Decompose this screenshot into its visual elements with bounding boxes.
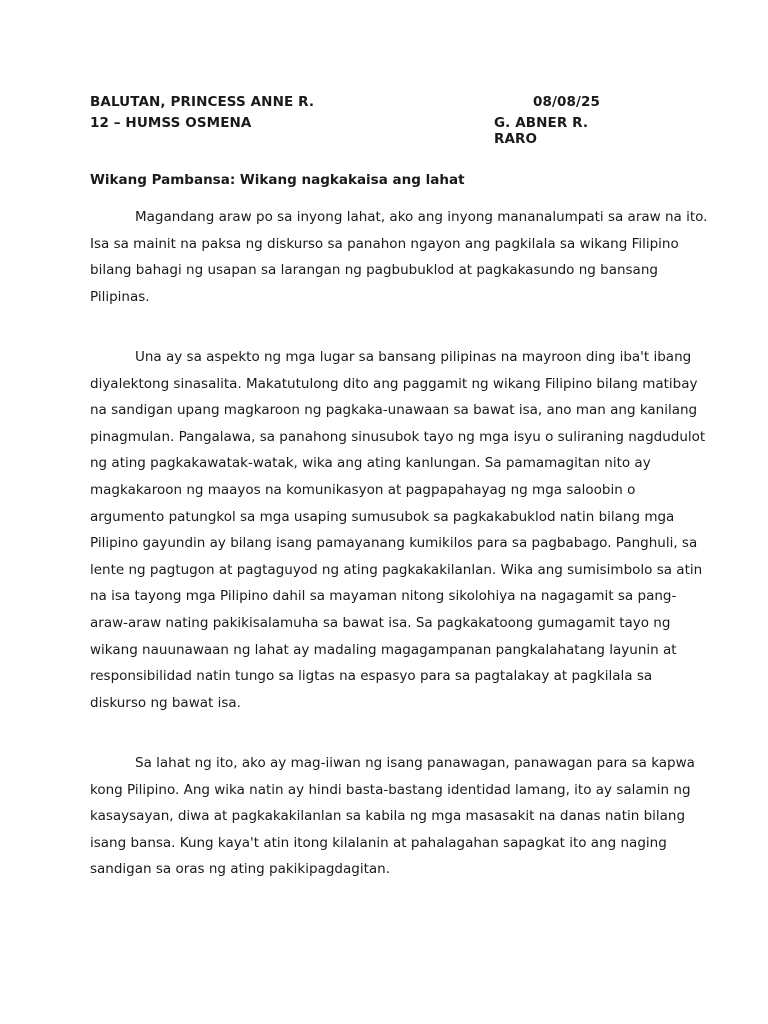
- paragraph-line: wikang nauunawaan ng lahat ay madaling magagampanan pangkalahatang layunin at: [90, 641, 677, 658]
- paragraph-line: isang bansa. Kung kaya't atin itong kilalanin at pahalagahan sapagkat ito ang naging: [90, 834, 667, 851]
- paragraph-3: [90, 750, 695, 883]
- paragraph-line: na isa tayong mga Pilipino dahil sa mayaman nitong sikolohiya na nagagamit sa pang-: [90, 588, 677, 605]
- paragraph-line: na sandigan upang magkaroon ng pagkaka-unawaan sa bawat isa, ano man ang kanilang: [90, 402, 698, 419]
- paragraph-line: Isa sa mainit na paksa ng diskurso sa panahon ngayon ang pagkilala sa wikang Filipino: [90, 235, 679, 252]
- paragraph-line: diskurso ng bawat isa.: [90, 694, 241, 711]
- paragraph-line: Una ay sa aspekto ng mga lugar sa bansang pilipinas na mayroon ding iba't ibang: [135, 349, 692, 365]
- paragraph-line: pinagmulan. Pangalawa, sa panahong sinusubok tayo ng mga isyu o suliraning nagdudulot: [90, 428, 706, 445]
- paragraph-2: [90, 344, 706, 716]
- paragraph-line: lente ng pagtugon at pagtaguyod ng ating pagkakakilanlan. Wika ang sumisimbolo sa atin: [90, 561, 703, 578]
- paragraph-line: responsibilidad natin tungo sa ligtas na espasyo para sa pagtalakay at pagkilala sa: [90, 668, 653, 685]
- date: 08/08/25: [533, 94, 601, 110]
- speech-title: Wikang Pambansa: Wikang nagkakaisa ang lahat: [90, 172, 465, 188]
- paragraph-line: Pilipinas.: [90, 288, 150, 305]
- paragraph-line: kasaysayan, diwa at pagkakakilanlan sa kabila ng mga masasakit na danas natin bilang: [90, 808, 686, 825]
- teacher-name: G. ABNER R. RARO: [494, 115, 589, 147]
- paragraph-line: Pilipino gayundin ay bilang isang pamayanang kumikilos para sa pagbabago. Panghuli, sa: [90, 535, 698, 552]
- section: 12 – HUMSS OSMENA: [90, 115, 252, 131]
- paragraph-1: [90, 204, 708, 310]
- paragraph-line: magkakaroon ng maayos na komunikasyon at pagpapahayag ng mga saloobin o: [90, 481, 636, 498]
- paragraph-line: ng ating pagkakawatak-watak, wika ang ating kanlungan. Sa pamamagitan nito ay: [90, 455, 651, 472]
- student-name: BALUTAN, PRINCESS ANNE R.: [90, 94, 315, 110]
- paragraph-line: argumento patungkol sa mga usaping sumusubok sa pagkakabuklod natin bilang mga: [90, 508, 675, 525]
- paragraph-line: bilang bahagi ng usapan sa larangan ng pagbubuklod at pagkakasundo ng bansang: [90, 262, 658, 279]
- paragraph-line: Sa lahat ng ito, ako ay mag-iiwan ng isang panawagan, panawagan para sa kapwa: [135, 755, 695, 771]
- paragraph-line: kong Pilipino. Ang wika natin ay hindi basta-bastang identidad lamang, ito ay salamin ng: [90, 781, 691, 798]
- paragraph-line: diyalektong sinasalita. Makatutulong dito ang paggamit ng wikang Filipino bilang matibay: [90, 375, 698, 392]
- paragraph-line: Magandang araw po sa inyong lahat, ako ang inyong mananalumpati sa araw na ito.: [135, 209, 708, 225]
- paragraph-line: araw-araw nating pakikisalamuha sa bawat isa. Sa pagkakatoong gumagamit tayo ng: [90, 614, 671, 631]
- paragraph-line: sandigan sa oras ng ating pakikipagdagitan.: [90, 861, 390, 878]
